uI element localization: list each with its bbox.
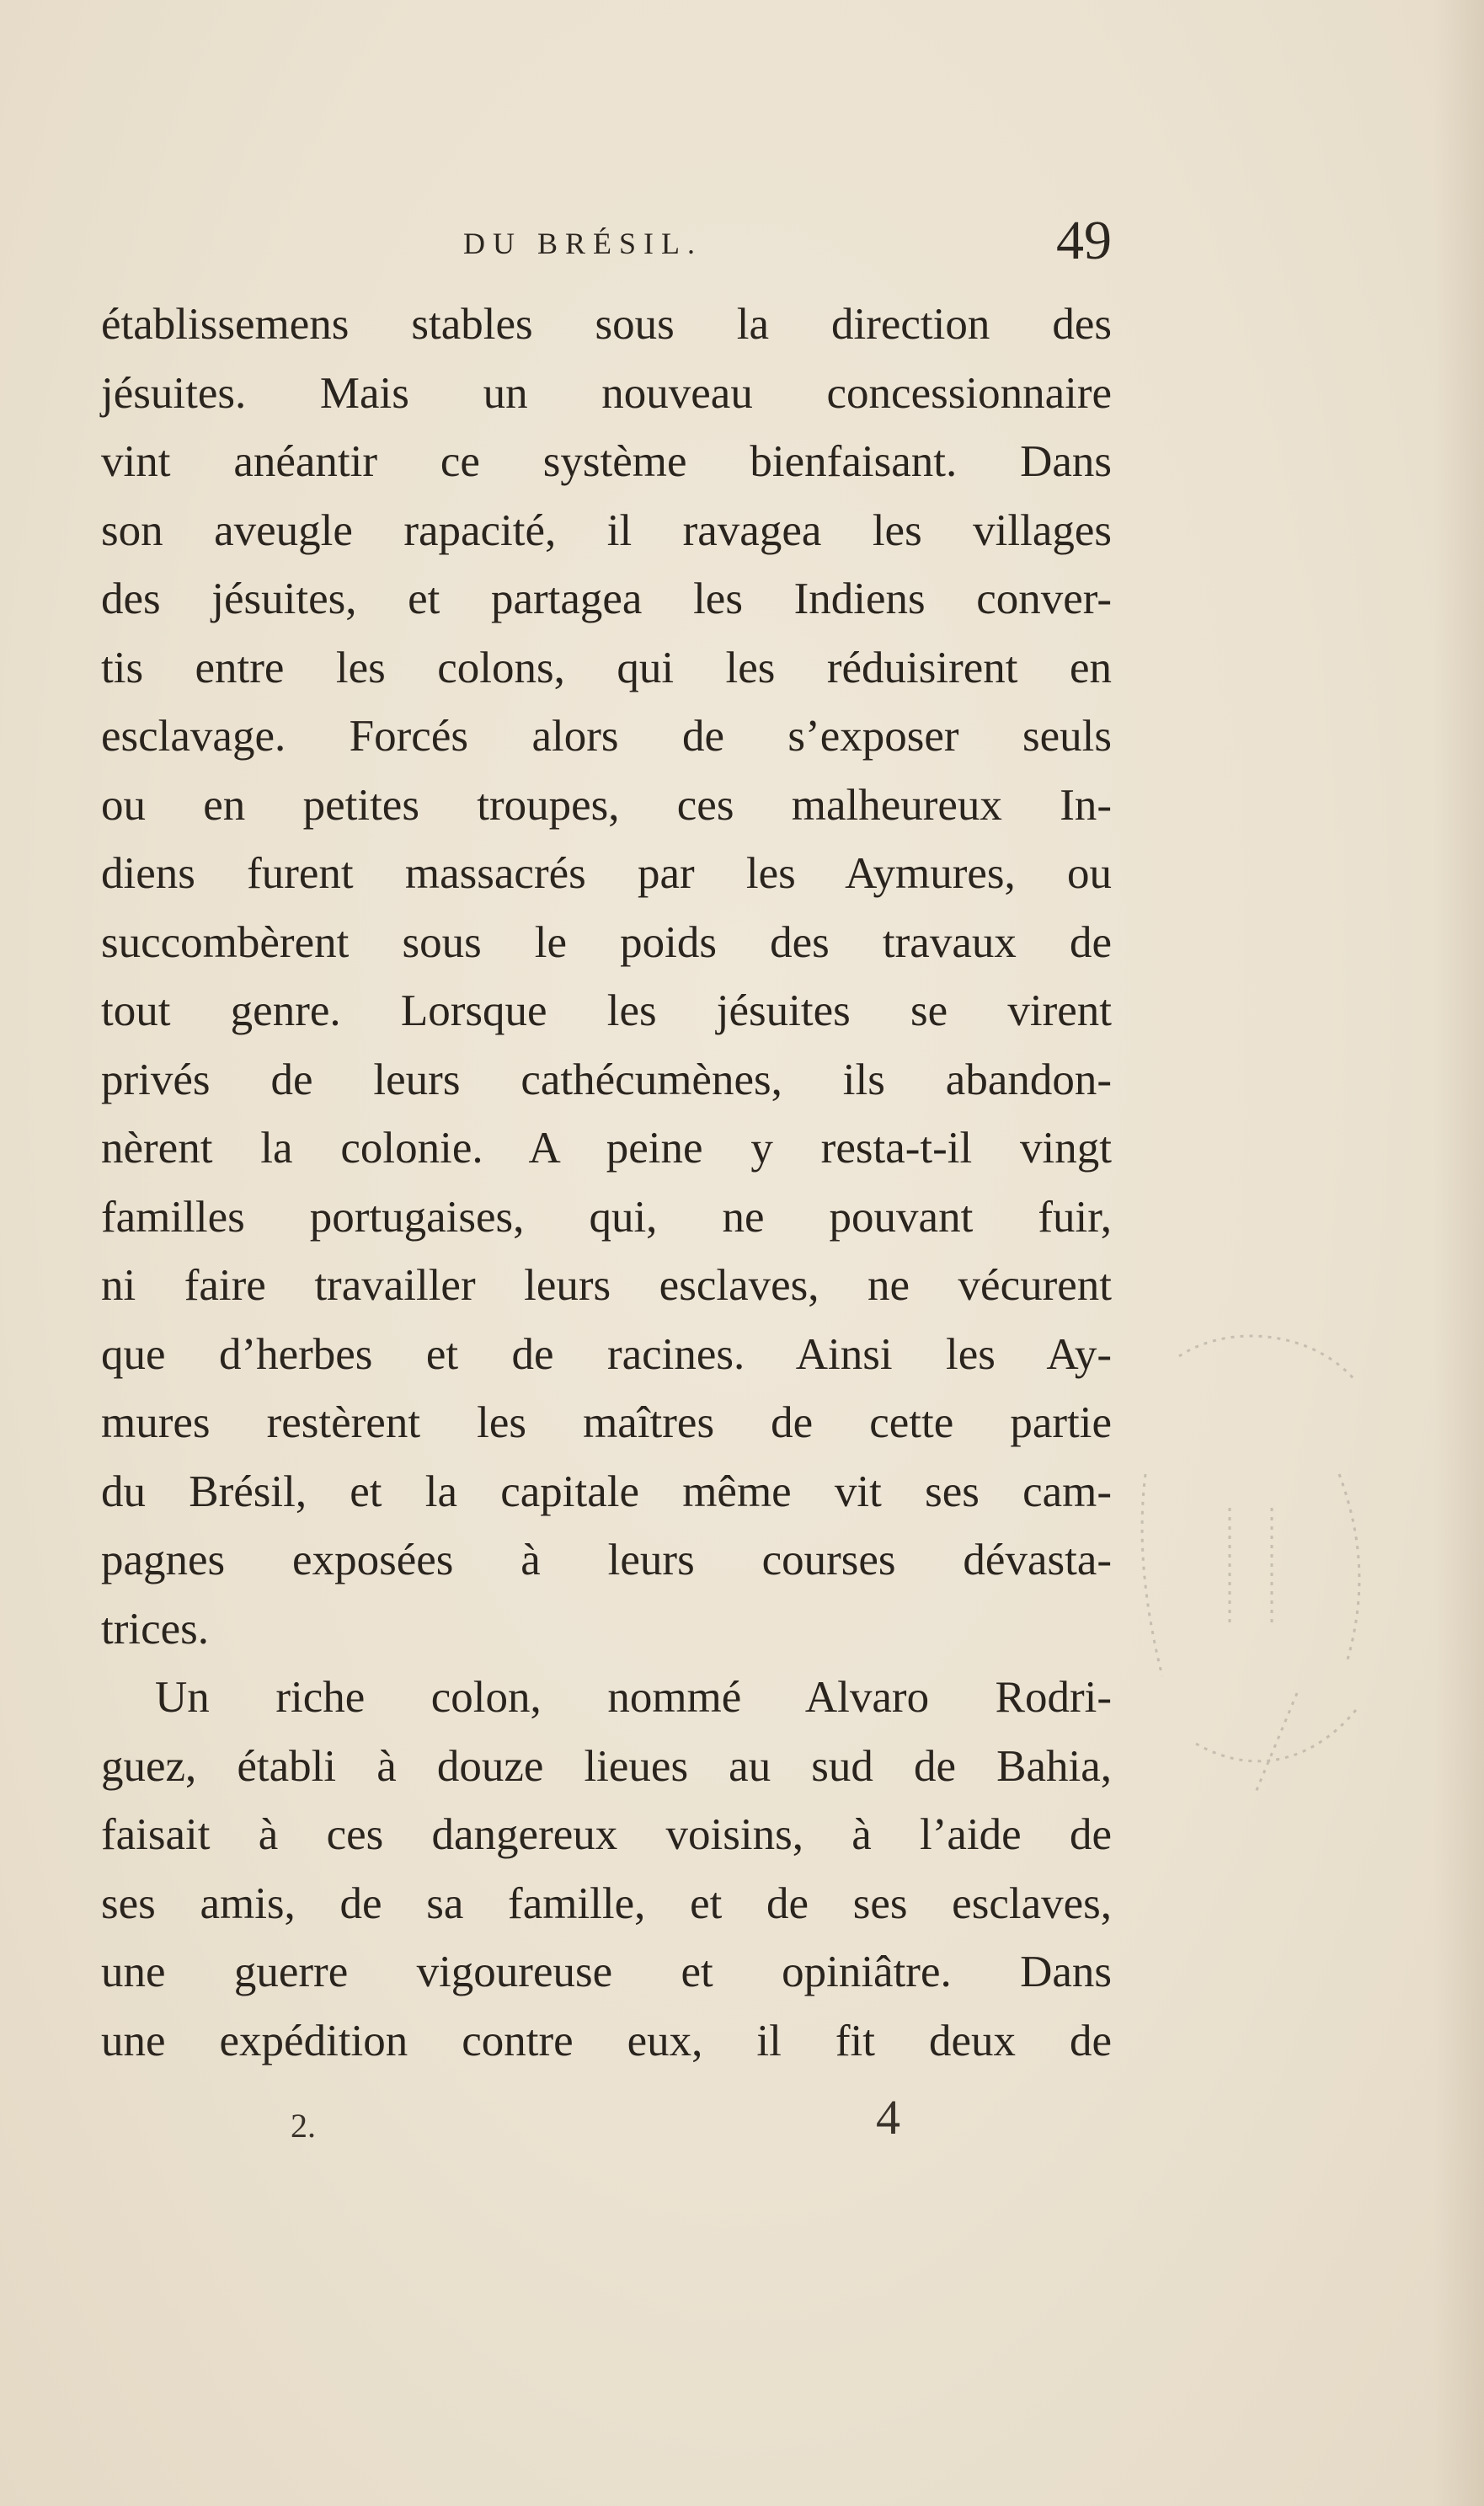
faded-library-stamp-icon xyxy=(1129,1322,1381,1794)
text-line: privés de leurs cathécumènes, ils abandon- xyxy=(101,1055,1112,1104)
body-text xyxy=(101,291,1112,2076)
text-line: ni faire travailler leurs esclaves, ne vécurent xyxy=(101,1261,1112,1310)
text-line: une expédition contre eux, il fit deux de xyxy=(101,2016,1112,2065)
text-line: tis entre les colons, qui les réduisirent en xyxy=(101,643,1112,692)
signature-mark: 2. xyxy=(291,2107,316,2145)
text-line: esclavage. Forcés alors de s’exposer seuls xyxy=(101,712,1112,761)
running-head xyxy=(101,209,1112,285)
text-line: établissemens stables sous la direction des xyxy=(101,300,1112,349)
text-line: guez, établi à douze lieues au sud de Bahia, xyxy=(101,1741,1112,1791)
text-line: son aveugle rapacité, il ravagea les villages xyxy=(101,505,1112,555)
running-title: DU BRÉSIL. xyxy=(463,227,703,260)
text-line: familles portugaises, qui, ne pouvant fuir, xyxy=(101,1192,1112,1242)
page-number: 49 xyxy=(1056,210,1112,271)
text-line: faisait à ces dangereux voisins, à l’aide de xyxy=(101,1810,1112,1859)
text-line: succombèrent sous le poids des travaux de xyxy=(101,917,1112,967)
signature-row xyxy=(101,2089,1112,2165)
signature-number: 4 xyxy=(876,2090,900,2145)
text-line: nèrent la colonie. A peine y resta-t-il vingt xyxy=(101,1124,1112,1173)
text-line: mures restèrent les maîtres de cette partie xyxy=(101,1398,1112,1447)
text-line: des jésuites, et partagea les Indiens conver- xyxy=(101,574,1112,623)
text-line: jésuites. Mais un nouveau concessionnaire xyxy=(101,368,1112,418)
text-line: ses amis, de sa famille, et de ses esclaves, xyxy=(101,1878,1112,1928)
text-line: une guerre vigoureuse et opiniâtre. Dans xyxy=(101,1948,1112,1996)
text-line: Un riche colon, nommé Alvaro Rodri- xyxy=(155,1673,1112,1722)
text-line: trices. xyxy=(101,1604,210,1654)
text-line: ou en petites troupes, ces malheureux In- xyxy=(101,780,1112,830)
text-line: tout genre. Lorsque les jésuites se virent xyxy=(101,986,1112,1035)
text-line: diens furent massacrés par les Aymures, ou xyxy=(101,849,1112,898)
text-line: du Brésil, et la capitale même vit ses cam- xyxy=(101,1467,1112,1516)
text-line: pagnes exposées à leurs courses dévasta- xyxy=(101,1536,1112,1584)
text-line: que d’herbes et de racines. Ainsi les Ay- xyxy=(101,1329,1112,1379)
page-edge-shadow xyxy=(1433,0,1484,2506)
text-line: vint anéantir ce système bienfaisant. Dans xyxy=(101,437,1112,486)
